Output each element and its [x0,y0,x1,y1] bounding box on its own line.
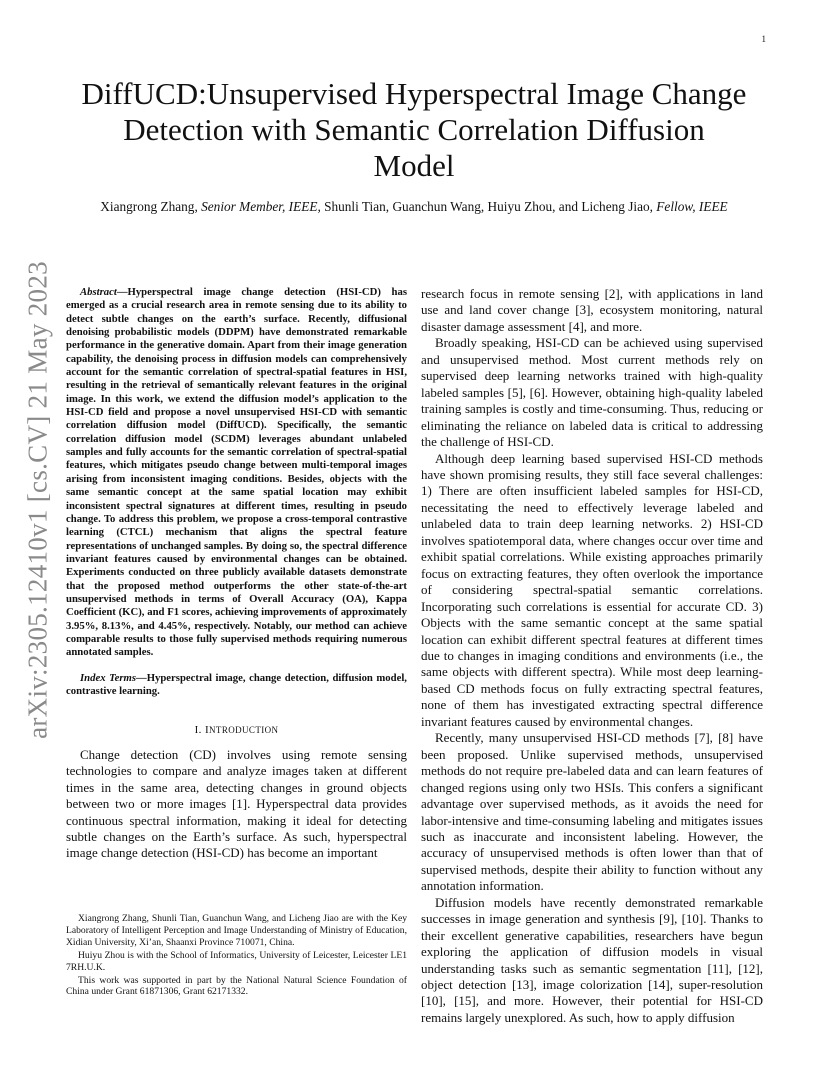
footnote-affiliation: Xiangrong Zhang, Shunli Tian, Guanchun Wang, and Licheng Jiao are with the Key Laboratory of Intelligent Perception and Image Understanding of Ministry of Education, Xidian University, Xi’an, Shaanxi Province 710071, China. [66,913,407,948]
footnote-funding: This work was supported in part by the National Natural Science Foundation of China under Grant 61871306, Grant 62171332. [66,974,407,998]
author-middle: Shunli Tian, Guanchun Wang, Huiyu Zhou, and Licheng Jiao, [324,199,653,214]
section-name: NTRODUCTION [209,725,279,736]
body-paragraph: Recently, many unsupervised HSI-CD methods [7], [8] have been proposed. Unlike supervised methods, unsupervised methods do not require pre-labeled data and can learn features of changed regions using only two HSIs. This confers a significant advantage over supervised methods, as it avoids the need for labor-intensive and time-consuming labeling and mitigates issues such as inaccurate and inconsistent labeling. However, the accuracy of unsupervised methods is often lower than that of supervised methods, despite their ability to function without any annotation information. [421,730,763,894]
index-terms-text: —Hyperspectral image, change detection, diffusion model, contrastive learning. [66,671,407,697]
section-numeral: I. I [194,724,210,737]
body-paragraph-continued: research focus in remote sensing [2], with applications in land use and land cover change [3], ecosystem monitoring, natural disaster damage assessment [4], and more. [421,286,763,334]
abstract-label: Abstract [80,286,117,298]
section-heading-introduction [66,722,407,738]
author-list [90,197,738,216]
paper-title: DiffUCD:Unsupervised Hyperspectral Image Change Detection with Semantic Correlation Diffusion Model [81,76,747,183]
author-first-role: Senior Member, IEEE, [201,199,321,214]
index-terms-label: Index Terms [80,671,137,684]
body-paragraph: Change detection (CD) involves using remote sensing technologies to compare and analyze images taken at different times in the same area, detecting changes in ground objects between two or more images [1]. Hyperspectral data provides continuous spectral information, making it ideal for detecting subtle changes on the Earth’s surface. As such, hyperspectral image change detection (HSI-CD) has become an important [66,746,407,861]
index-terms [66,672,407,699]
author-first: Xiangrong Zhang, [100,199,198,214]
abstract-text: —Hyperspectral image change detection (HSI-CD) has emerged as a crucial research area in remote sensing due to its ability to detect subtle changes on the earth’s surface. Recently, diffusional denoising probabilistic models (DDPM) have demonstrated remarkable performance in the generative domain. Apart from their image generation capability, the denoising process in diffusion models can comprehensively account for the semantic correlation of spectral-spatial features in HSI, resulting in the retrieval of semantically relevant features in the original image. In this work, we extend the diffusion model’s application to the HSI-CD field and propose a novel unsupervised HSI-CD with semantic correlation diffusion model (DiffUCD). Specifically, the semantic correlation diffusion model (SCDM) leverages abundant unlabeled samples and fully accounts for the semantic correlation of spectral-spatial features, which mitigates pseudo change between multi-temporal images arising from inconsistent imaging conditions. Besides, objects with the same semantic concept at the same spatial location may exhibit inconsistent spectral signatures at different times, resulting in pseudo change. To address this problem, we propose a cross-temporal contrastive learning (CTCL) mechanism that aligns the spectral feature representations of unchanged samples. By doing so, the spectral difference invariant features caused by environmental changes can be obtained. Experiments conducted on three publicly available datasets demonstrate that the proposed method outperforms the other state-of-the-art unsupervised methods in terms of Overall Accuracy (OA), Kappa Coefficient (KC), and F1 scores, achieving improvements of approximately 3.95%, 8.13%, and 4.45%, respectively. Notably, our method can achieve comparable results to those fully supervised methods requiring numerous annotated samples. [66,286,407,659]
author-last-role: Fellow, IEEE [656,199,728,214]
body-paragraph: Broadly speaking, HSI-CD can be achieved using supervised and unsupervised method. Most current methods rely on supervised deep learning networks trained with high-quality labeled samples [5], [6]. However, obtaining high-quality labeled training samples is costly and time-consuming. Thus, reducing or eliminating the reliance on labeled data is critical to addressing the challenge of HSI-CD. [421,335,763,450]
body-paragraph: Diffusion models have recently demonstrated remarkable successes in image generation and synthesis [9], [10]. Thanks to their excellent generative capabilities, researchers have begun exploring the application of diffusion models in visual understanding tasks such as semantic segmentation [11], [12], object detection [13], image colorization [14], super-resolution [10], [15], and more. However, their potential for HSI-CD remains largely unexplored. As such, how to apply diffusion [421,894,763,1025]
arxiv-identifier: arXiv:2305.12410v1 [cs.CV] 21 May 2023 [22,261,53,739]
abstract [66,286,407,660]
footnotes [66,913,407,999]
body-paragraph: Although deep learning based supervised HSI-CD methods have shown promising results, they still face several challenges: 1) There are often insufficient labeled samples for HSI-CD, necessitating the need to effectively leverage labeled and unlabeled data to train deep learning networks. 2) HSI-CD involves spatiotemporal data, where changes occur over time and exhibit spatial correlations. While existing approaches primarily focus on extracting features, they often overlook the importance of considering spectral-spatial semantic correlations. Incorporating such correlations is essential for accurate CD. 3) Objects with the same semantic concept at the same spatial location can exhibit different spectral features at different times due to changes in imaging conditions and environments (i.e., the same objects with different spectra). While most deep learning-based CD methods focus on fully extracting spectral features, none of them has investigated extracting spectral difference invariant features caused by environmental changes. [421,450,763,729]
footnote-affiliation-2: Huiyu Zhou is with the School of Informatics, University of Leicester, Leicester LE1 7RH.U.K. [66,949,407,973]
right-column [421,286,763,1026]
page-number: 1 [761,34,766,44]
left-column [66,286,407,862]
